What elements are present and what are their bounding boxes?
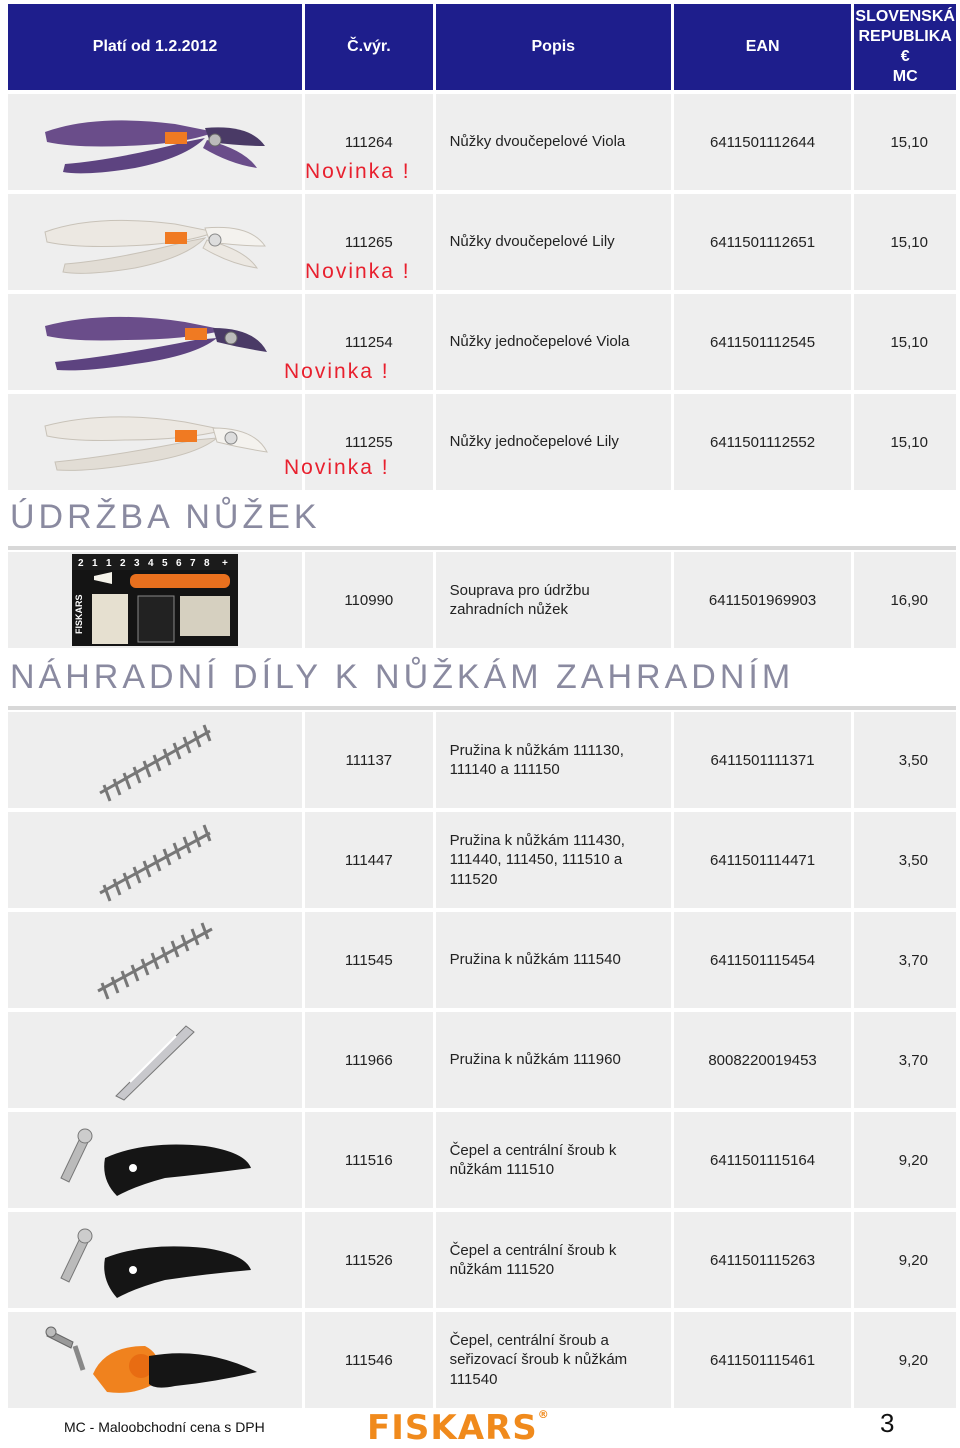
product-ean: 6411501112545 xyxy=(674,294,851,390)
kit-number: 1 xyxy=(92,558,98,569)
maintenance-kit-icon xyxy=(72,554,238,646)
header-price-type: MC xyxy=(892,68,918,85)
product-description: Nůžky jednočepelové Viola xyxy=(436,294,671,390)
table-row xyxy=(8,394,956,490)
new-label: Novinka ! xyxy=(284,456,390,479)
product-code: 111447 xyxy=(305,812,433,908)
product-image-spring xyxy=(8,812,302,908)
logo-text: FISKARS xyxy=(367,1408,538,1448)
product-code: 111137 xyxy=(305,712,433,808)
product-image-pruner-viola xyxy=(8,94,302,190)
product-image-anvil-pruner-lily xyxy=(8,394,302,490)
table-row xyxy=(8,194,956,290)
blade-icon xyxy=(45,1316,265,1404)
kit-brand: FISKARS xyxy=(74,594,84,634)
product-price: 15,10 xyxy=(854,194,956,290)
product-image-anvil-pruner-viola xyxy=(8,294,302,390)
header-price xyxy=(854,4,956,90)
kit-number: 7 xyxy=(190,558,196,569)
product-code: 111264 xyxy=(305,94,433,190)
table-row xyxy=(8,1312,956,1408)
product-ean: 6411501111371 xyxy=(674,712,851,808)
new-label: Novinka ! xyxy=(305,260,411,283)
new-label: Novinka ! xyxy=(305,160,411,183)
product-ean: 6411501115454 xyxy=(674,912,851,1008)
product-price: 3,70 xyxy=(854,1012,956,1108)
section-divider xyxy=(8,706,956,710)
product-code: 110990 xyxy=(305,552,433,648)
pruner-icon xyxy=(35,402,275,482)
product-code: 111265 xyxy=(305,194,433,290)
product-code: 111255 xyxy=(305,394,433,490)
product-image-spring xyxy=(8,912,302,1008)
product-ean: 6411501114471 xyxy=(674,812,851,908)
table-row xyxy=(8,912,956,1008)
footer-note: MC - Maloobchodní cena s DPH xyxy=(64,1419,265,1435)
product-description: Čepel a centrální šroub k nůžkám 111510 xyxy=(436,1112,671,1208)
section-title-maintenance: ÚDRŽBA NŮŽEK xyxy=(10,498,321,536)
header-price-country-2: REPUBLIKA xyxy=(858,28,952,45)
section-title-spare-parts: NÁHRADNÍ DÍLY K NŮŽKÁM ZAHRADNÍM xyxy=(10,658,795,696)
product-code: 111526 xyxy=(305,1212,433,1308)
table-row xyxy=(8,1112,956,1208)
product-ean: 6411501112651 xyxy=(674,194,851,290)
product-ean: 6411501115461 xyxy=(674,1312,851,1408)
product-image-blade-bolt-adjuster xyxy=(8,1312,302,1408)
header-price-country: SLOVENSKÁ xyxy=(855,8,955,25)
spring-icon xyxy=(90,715,220,805)
registered-mark: ® xyxy=(537,1408,550,1421)
header-code: Č.výr. xyxy=(305,4,433,90)
product-image-spring xyxy=(8,712,302,808)
product-price: 3,50 xyxy=(854,812,956,908)
table-header xyxy=(8,4,956,90)
product-description: Pružina k nůžkám 111540 xyxy=(436,912,671,1008)
header-ean: EAN xyxy=(674,4,851,90)
header-description: Popis xyxy=(436,4,671,90)
product-price: 15,10 xyxy=(854,294,956,390)
table-row xyxy=(8,812,956,908)
product-image-blade-bolt xyxy=(8,1112,302,1208)
product-price: 9,20 xyxy=(854,1212,956,1308)
product-image-blade-bolt xyxy=(8,1212,302,1308)
blade-icon xyxy=(55,1218,255,1302)
spring-icon xyxy=(90,915,220,1005)
product-code: 111516 xyxy=(305,1112,433,1208)
product-price: 15,10 xyxy=(854,94,956,190)
product-image-spring-bar xyxy=(8,1012,302,1108)
kit-number: 8 xyxy=(204,558,210,569)
fiskars-logo xyxy=(367,1408,550,1448)
table-row xyxy=(8,552,956,648)
new-label: Novinka ! xyxy=(284,360,390,383)
product-ean: 6411501112552 xyxy=(674,394,851,490)
kit-number: 1 xyxy=(106,558,112,569)
section-divider xyxy=(8,546,956,550)
product-image-maintenance-kit xyxy=(8,552,302,648)
kit-number: 2 xyxy=(78,558,84,569)
pruner-icon xyxy=(35,102,275,182)
spring-bar-icon xyxy=(110,1018,200,1102)
product-image-pruner-lily xyxy=(8,194,302,290)
product-price: 9,20 xyxy=(854,1312,956,1408)
product-description: Čepel a centrální šroub k nůžkám 111520 xyxy=(436,1212,671,1308)
product-code: 111546 xyxy=(305,1312,433,1408)
table-row xyxy=(8,712,956,808)
product-description: Pružina k nůžkám 111430, 111440, 111450, 111510 a 111520 xyxy=(436,812,671,908)
product-description: Nůžky jednočepelové Lily xyxy=(436,394,671,490)
product-ean: 6411501115164 xyxy=(674,1112,851,1208)
kit-number: 2 xyxy=(120,558,126,569)
product-ean: 6411501112644 xyxy=(674,94,851,190)
product-code: 111254 xyxy=(305,294,433,390)
table-row xyxy=(8,1012,956,1108)
page-number: 3 xyxy=(880,1408,895,1438)
product-ean: 8008220019453 xyxy=(674,1012,851,1108)
kit-number: 3 xyxy=(134,558,140,569)
product-price: 15,10 xyxy=(854,394,956,490)
table-row xyxy=(8,94,956,190)
product-price: 3,70 xyxy=(854,912,956,1008)
product-price: 9,20 xyxy=(854,1112,956,1208)
pruner-icon xyxy=(35,202,275,282)
product-code: 111545 xyxy=(305,912,433,1008)
spring-icon xyxy=(90,815,220,905)
kit-number: 5 xyxy=(162,558,168,569)
kit-number: 6 xyxy=(176,558,182,569)
product-description: Nůžky dvoučepelové Lily xyxy=(436,194,671,290)
product-description: Souprava pro údržbu zahradních nůžek xyxy=(436,552,671,648)
product-description: Pružina k nůžkám 111960 xyxy=(436,1012,671,1108)
product-description: Čepel, centrální šroub a seřizovací šroub k nůžkám 111540 xyxy=(436,1312,671,1408)
product-description: Pružina k nůžkám 111130, 111140 a 111150 xyxy=(436,712,671,808)
header-price-currency: € xyxy=(900,48,910,65)
product-code: 111966 xyxy=(305,1012,433,1108)
product-price: 3,50 xyxy=(854,712,956,808)
product-ean: 6411501115263 xyxy=(674,1212,851,1308)
table-row xyxy=(8,1212,956,1308)
product-ean: 6411501969903 xyxy=(674,552,851,648)
kit-number: + xyxy=(222,558,228,569)
product-description: Nůžky dvoučepelové Viola xyxy=(436,94,671,190)
table-row xyxy=(8,294,956,390)
blade-icon xyxy=(55,1118,255,1202)
pruner-icon xyxy=(35,302,275,382)
product-price: 16,90 xyxy=(854,552,956,648)
kit-number: 4 xyxy=(148,558,154,569)
header-valid-from: Platí od 1.2.2012 xyxy=(8,4,302,90)
